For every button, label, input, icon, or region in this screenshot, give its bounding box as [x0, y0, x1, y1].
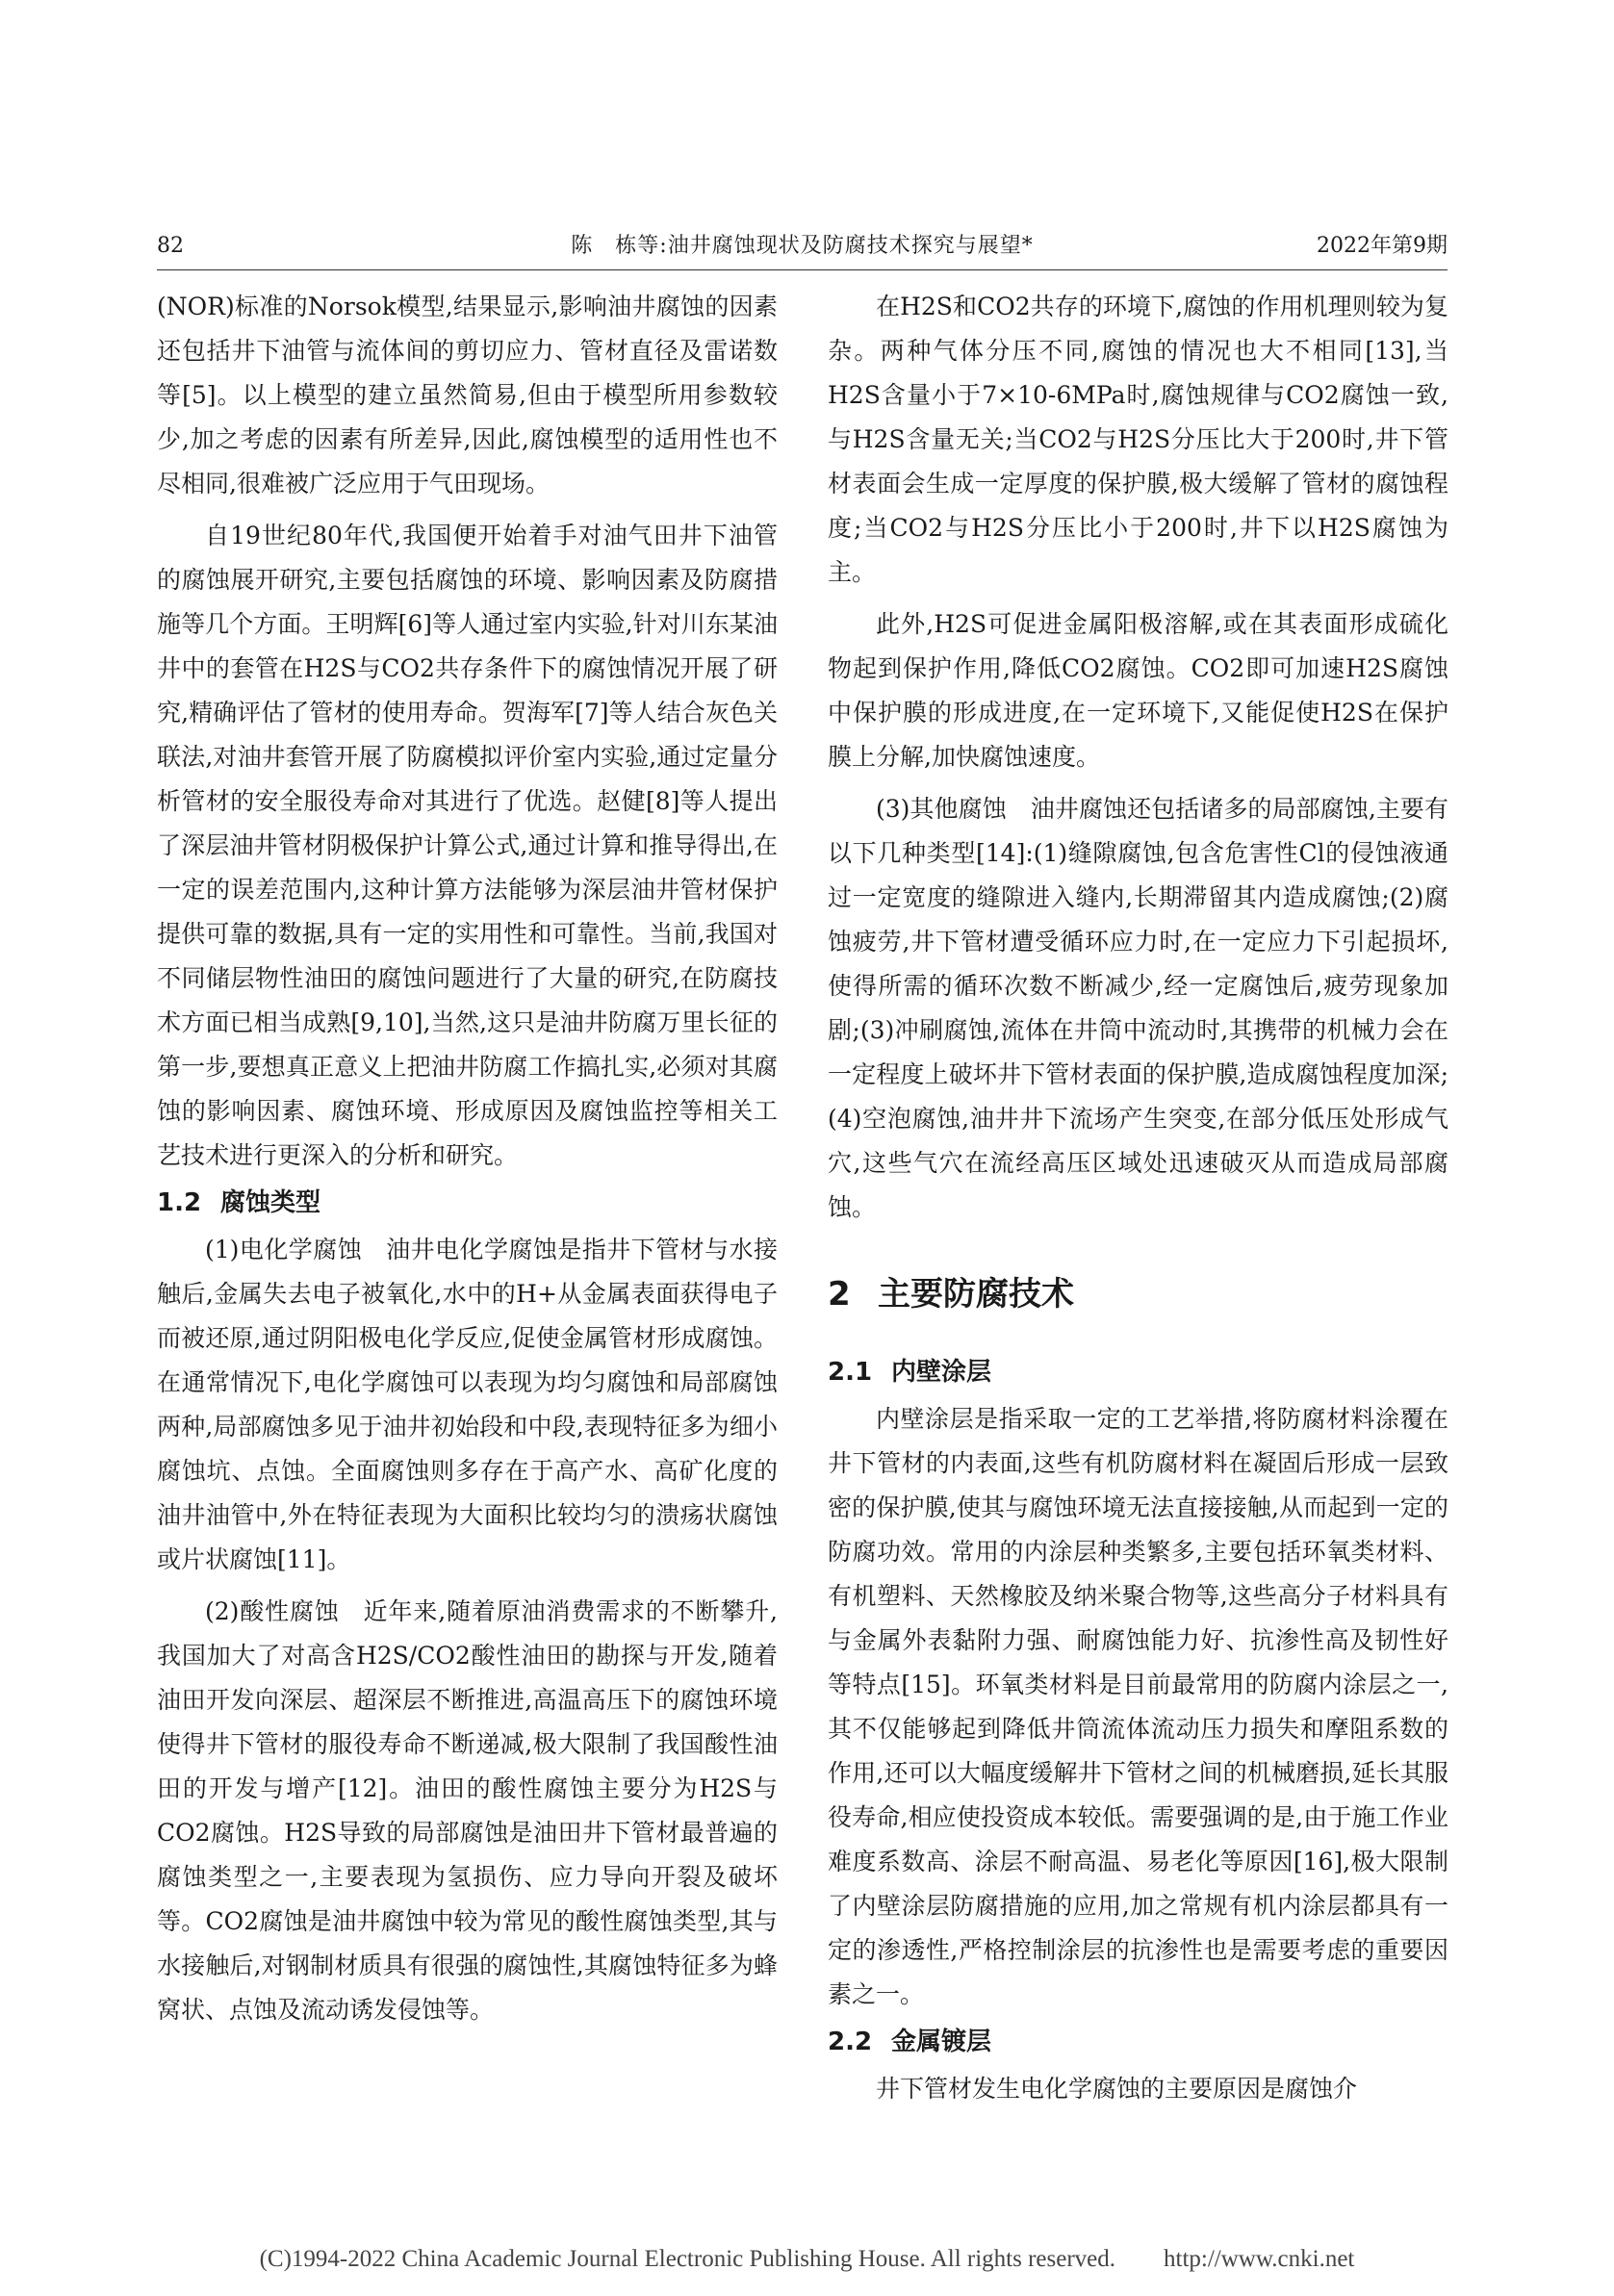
- section-heading-2-1: [828, 1351, 1448, 1393]
- paragraph: [157, 1228, 778, 1582]
- paragraph-body: 近年来,随着原油消费需求的不断攀升,我国加大了对高含H2S/CO2酸性油田的勘探与开发,随着油田开发向深层、超深层不断推进,高温高压下的腐蚀环境使得井下管材的服役寿命不断递减,极大限制了我国酸性油田的开发与增产[12]。油田的酸性腐蚀主要分为H2S与CO2腐蚀。H2S导致的局部腐蚀是油田井下管材最普遍的腐蚀类型之一,主要表现为氢损伤、应力导向开裂及破坏等。CO2腐蚀是油井腐蚀中较为常见的酸性腐蚀类型,其与水接触后,对钢制材质具有很强的腐蚀性,其腐蚀特征多为蜂窝状、点蚀及流动诱发侵蚀等。: [157, 1597, 778, 2024]
- section-heading-2: [828, 1264, 1448, 1324]
- paragraph: 井下管材发生电化学腐蚀的主要原因是腐蚀介: [876, 2075, 1358, 2103]
- section-number: 2.2: [828, 2028, 873, 2056]
- header-rule: [157, 269, 1447, 270]
- section-title: 金属镀层: [891, 2028, 992, 2056]
- running-title: 陈 栋等:油井腐蚀现状及防腐技术探究与展望*: [571, 234, 1034, 258]
- section-number: 1.2: [157, 1188, 202, 1217]
- left-column: [157, 285, 778, 2032]
- paragraph-label: (1)电化学腐蚀: [205, 1236, 363, 1263]
- journal-issue: 2022年第9期: [1317, 234, 1447, 258]
- section-title: 主要防腐技术: [878, 1275, 1074, 1314]
- copyright-footer: (C)1994-2022 China Academic Journal Electronic Publishing House. All rights reserved. http://www.cnki.net: [259, 2246, 1355, 2272]
- paragraph-label: (2)酸性腐蚀: [205, 1597, 340, 1625]
- paragraph-body: 油井电化学腐蚀是指井下管材与水接触后,金属失去电子被氧化,水中的H+从金属表面获得电子而被还原,通过阴阳极电化学反应,促使金属管材形成腐蚀。在通常情况下,电化学腐蚀可以表现为均匀腐蚀和局部腐蚀两种,局部腐蚀多见于油井初始段和中段,表现特征多为细小腐蚀坑、点蚀。全面腐蚀则多存在于高产水、高矿化度的油井油管中,外在特征表现为大面积比较均匀的溃疡状腐蚀或片状腐蚀[11]。: [157, 1236, 778, 1573]
- paragraph: 自19世纪80年代,我国便开始着手对油气田井下油管的腐蚀展开研究,主要包括腐蚀的环境、影响因素及防腐措施等几个方面。王明辉[6]等人通过室内实验,针对川东某油井中的套管在H2S与CO2共存条件下的腐蚀情况开展了研究,精确评估了管材的使用寿命。贺海军[7]等人结合灰色关联法,对油井套管开展了防腐模拟评价室内实验,通过定量分析管材的安全服役寿命对其进行了优选。赵健[8]等人提出了深层油井管材阴极保护计算公式,通过计算和推导得出,在一定的误差范围内,这种计算方法能够为深层油井管材保护提供可靠的数据,具有一定的实用性和可靠性。当前,我国对不同储层物性油田的腐蚀问题进行了大量的研究,在防腐技术方面已相当成熟[9,10],当然,这只是油井防腐万里长征的第一步,要想真正意义上把油井防腐工作搞扎实,必须对其腐蚀的影响因素、腐蚀环境、形成原因及腐蚀监控等相关工艺技术进行更深入的分析和研究。: [157, 522, 778, 1169]
- paragraph: (NOR)标准的Norsok模型,结果显示,影响油井腐蚀的因素还包括井下油管与流体间的剪切应力、管材直径及雷诺数等[5]。以上模型的建立虽然简易,但由于模型所用参数较少,加之考虑的因素有所差异,因此,腐蚀模型的适用性也不尽相同,很难被广泛应用于气田现场。: [157, 293, 778, 497]
- section-title: 内壁涂层: [891, 1358, 992, 1387]
- paragraph: 此外,H2S可促进金属阳极溶解,或在其表面形成硫化物起到保护作用,降低CO2腐蚀。CO2即可加速H2S腐蚀中保护膜的形成进度,在一定环境下,又能促使H2S在保护膜上分解,加快腐蚀速度。: [828, 610, 1448, 771]
- section-heading-2-2: [828, 2021, 1448, 2063]
- running-header: [157, 227, 1447, 266]
- paragraph: 内壁涂层是指采取一定的工艺举措,将防腐材料涂覆在井下管材的内表面,这些有机防腐材料在凝固后形成一层致密的保护膜,使其与腐蚀环境无法直接接触,从而起到一定的防腐功效。常用的内涂层种类繁多,主要包括环氧类材料、有机塑料、天然橡胶及纳米聚合物等,这些高分子材料具有与金属外表黏附力强、耐腐蚀能力好、抗渗性高及韧性好等特点[15]。环氧类材料是目前最常用的防腐内涂层之一,其不仅能够起到降低井筒流体流动压力损失和摩阻系数的作用,还可以大幅度缓解井下管材之间的机械磨损,延长其服役寿命,相应使投资成本较低。需要强调的是,由于施工作业难度系数高、涂层不耐高温、易老化等原因[16],极大限制了内壁涂层防腐措施的应用,加之常规有机内涂层都具有一定的渗透性,严格控制涂层的抗渗性也是需要考虑的重要因素之一。: [828, 1405, 1448, 2008]
- section-number: 2.1: [828, 1358, 873, 1387]
- paragraph: [828, 787, 1448, 1230]
- section-number: 2: [828, 1275, 851, 1314]
- right-column: [828, 285, 1448, 2111]
- paragraph-label: (3)其他腐蚀: [876, 795, 1007, 823]
- section-heading-1-2: [157, 1182, 778, 1224]
- paragraph: 在H2S和CO2共存的环境下,腐蚀的作用机理则较为复杂。两种气体分压不同,腐蚀的情况也大不相同[13],当H2S含量小于7×10-6MPa时,腐蚀规律与CO2腐蚀一致,与H2S含量无关;当CO2与H2S分压比大于200时,井下管材表面会生成一定厚度的保护膜,极大缓解了管材的腐蚀程度;当CO2与H2S分压比小于200时,井下以H2S腐蚀为主。: [828, 293, 1448, 586]
- section-title: 腐蚀类型: [220, 1188, 321, 1217]
- page-number: 82: [157, 234, 184, 258]
- paragraph-body: 油井腐蚀还包括诸多的局部腐蚀,主要有以下几种类型[14]:(1)缝隙腐蚀,包含危害性Cl的侵蚀液通过一定宽度的缝隙进入缝内,长期滞留其内造成腐蚀;(2)腐蚀疲劳,井下管材遭受循环应力时,在一定应力下引起损坏,使得所需的循环次数不断减少,经一定腐蚀后,疲劳现象加剧;(3)冲刷腐蚀,流体在井筒中流动时,其携带的机械力会在一定程度上破坏井下管材表面的保护膜,造成腐蚀程度加深;(4)空泡腐蚀,油井井下流场产生突变,在部分低压处形成气穴,这些气穴在流经高压区域处迅速破灭从而造成局部腐蚀。: [828, 795, 1449, 1221]
- paragraph: [157, 1590, 778, 2032]
